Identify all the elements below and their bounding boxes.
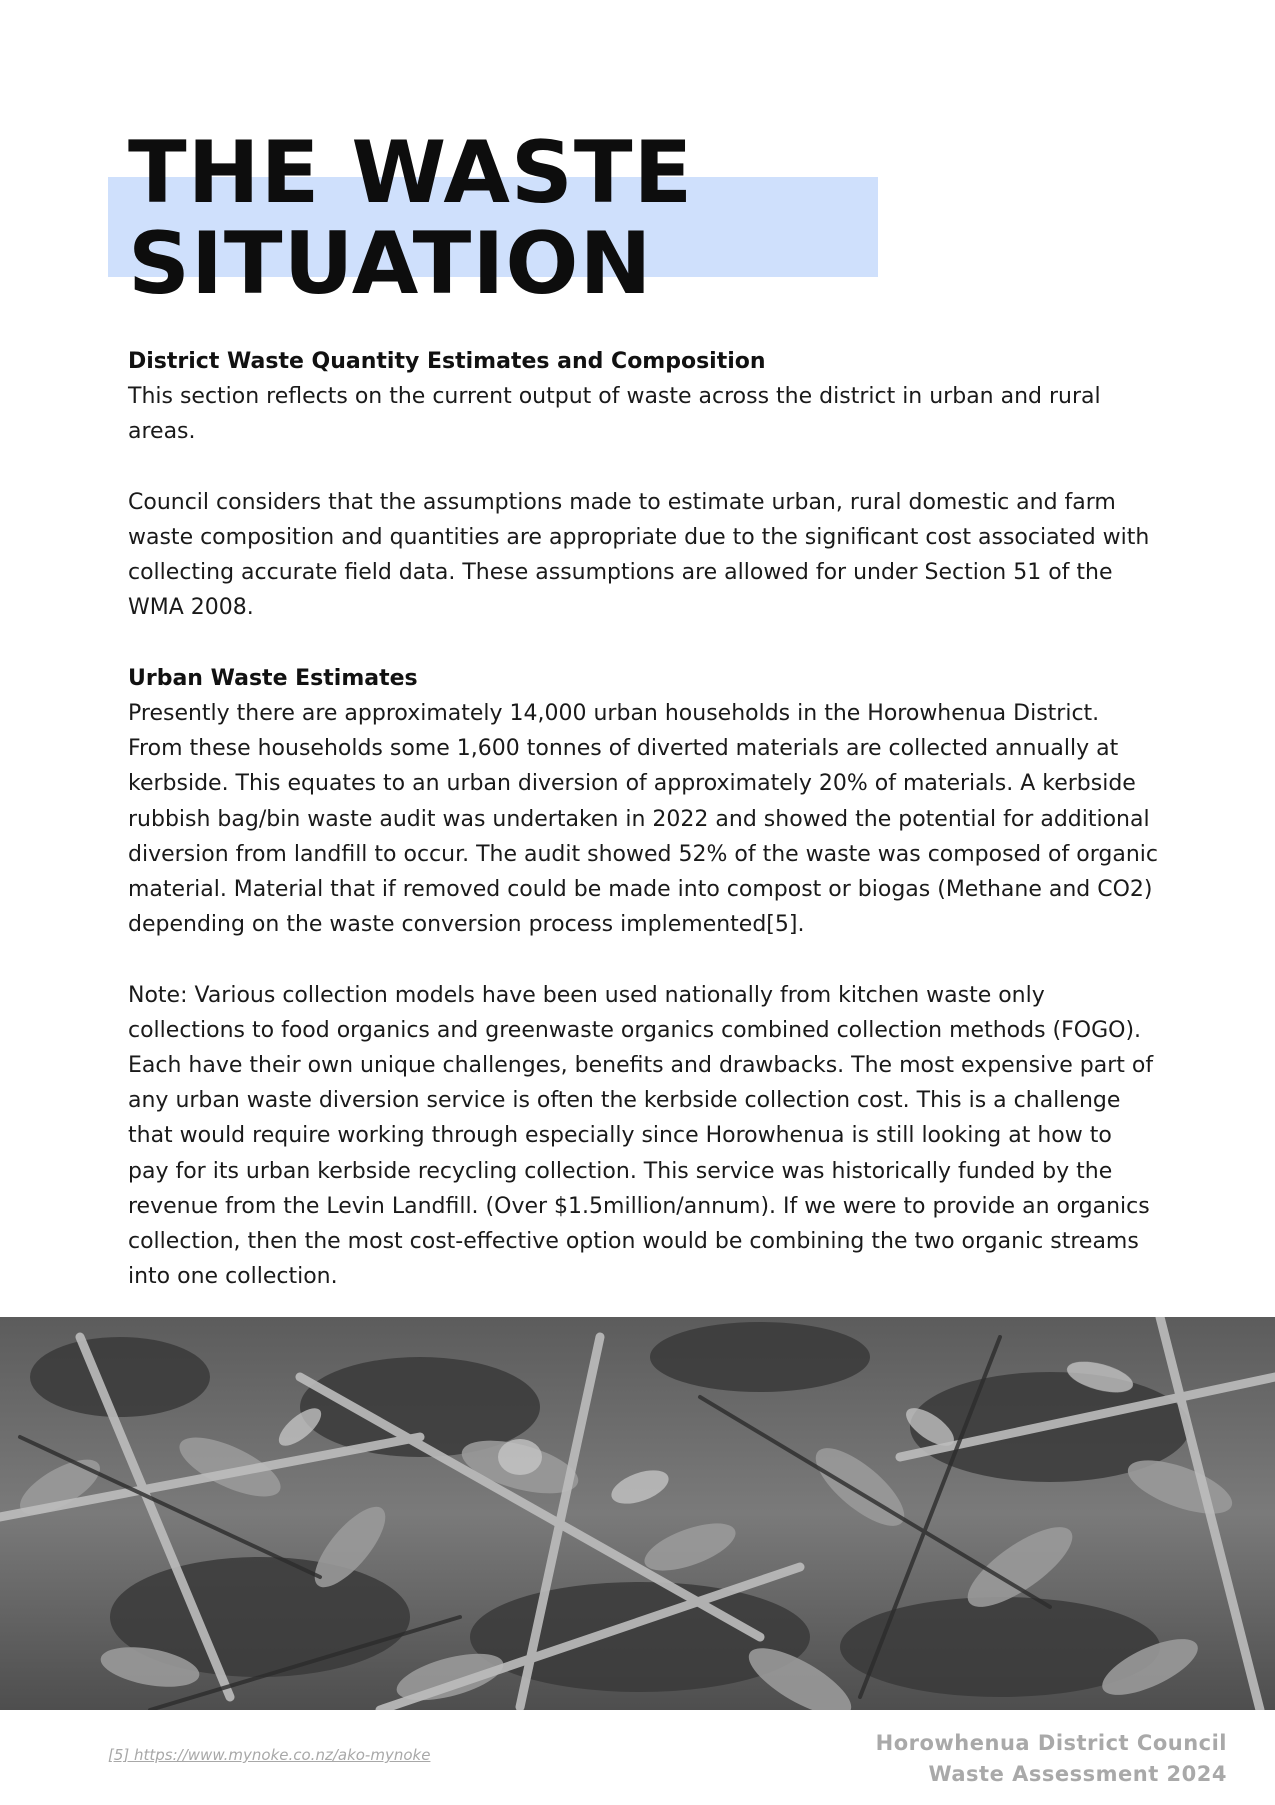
page-title-line-1: THE WASTE xyxy=(128,123,694,223)
main-content xyxy=(128,344,1158,1330)
urban-paragraph-1: Presently there are approximately 14,000 urban households in the Horowhenua District. From these households some 1,600 tonnes of diverted materials are collected annually at kerbside. This equates to an urban diversion of approximately 20% of materials. A kerbside rubbish bag/bin waste audit was undertaken in 2022 and showed the potential for additional diversion from landfill to occur. The audit showed 52% of the waste was composed of organic material. Material that if removed could be made into compost or biogas (Methane and CO2) depending on the waste conversion process implemented[5]. xyxy=(128,701,1158,938)
footnote-link[interactable]: [5] https://www.mynoke.co.nz/ako-mynoke xyxy=(108,1746,431,1764)
footer-organisation xyxy=(876,1728,1227,1790)
page-title xyxy=(128,123,694,314)
urban-paragraph-2: Note: Various collection models have been used nationally from kitchen waste only collections to food organics and greenwaste organics combined collection methods (FOGO). Each have their own unique challenges, benefits and drawbacks. The most expensive part of any urban waste diversion service is often the kerbside collection cost. This is a challenge that would require working through especially since Horowhenua is still looking at how to pay for its urban kerbside recycling collection. This service was historically funded by the revenue from the Levin Landfill. (Over $1.5million/annum). If we were to provide an organics collection, then the most cost-effective option would be combining the two organic streams into one collection. xyxy=(128,982,1154,1290)
footer-line-2: Waste Assessment 2024 xyxy=(928,1762,1227,1786)
section-heading-urban: Urban Waste Estimates xyxy=(128,665,418,691)
section-heading-district: District Waste Quantity Estimates and Composition xyxy=(128,349,766,374)
footer-line-1: Horowhenua District Council xyxy=(875,1731,1227,1755)
district-paragraph-1: This section reflects on the current output of waste across the district in urban and rural areas. xyxy=(128,384,1101,445)
green-waste-photo xyxy=(0,1317,1275,1710)
page-title-line-2: SITUATION xyxy=(128,214,653,314)
district-paragraph-2: Council considers that the assumptions made to estimate urban, rural domestic and farm waste composition and quantities are appropriate due to the significant cost associated with collecting accurate field data. These assumptions are allowed for under Section 51 of the WMA 2008. xyxy=(128,489,1150,621)
